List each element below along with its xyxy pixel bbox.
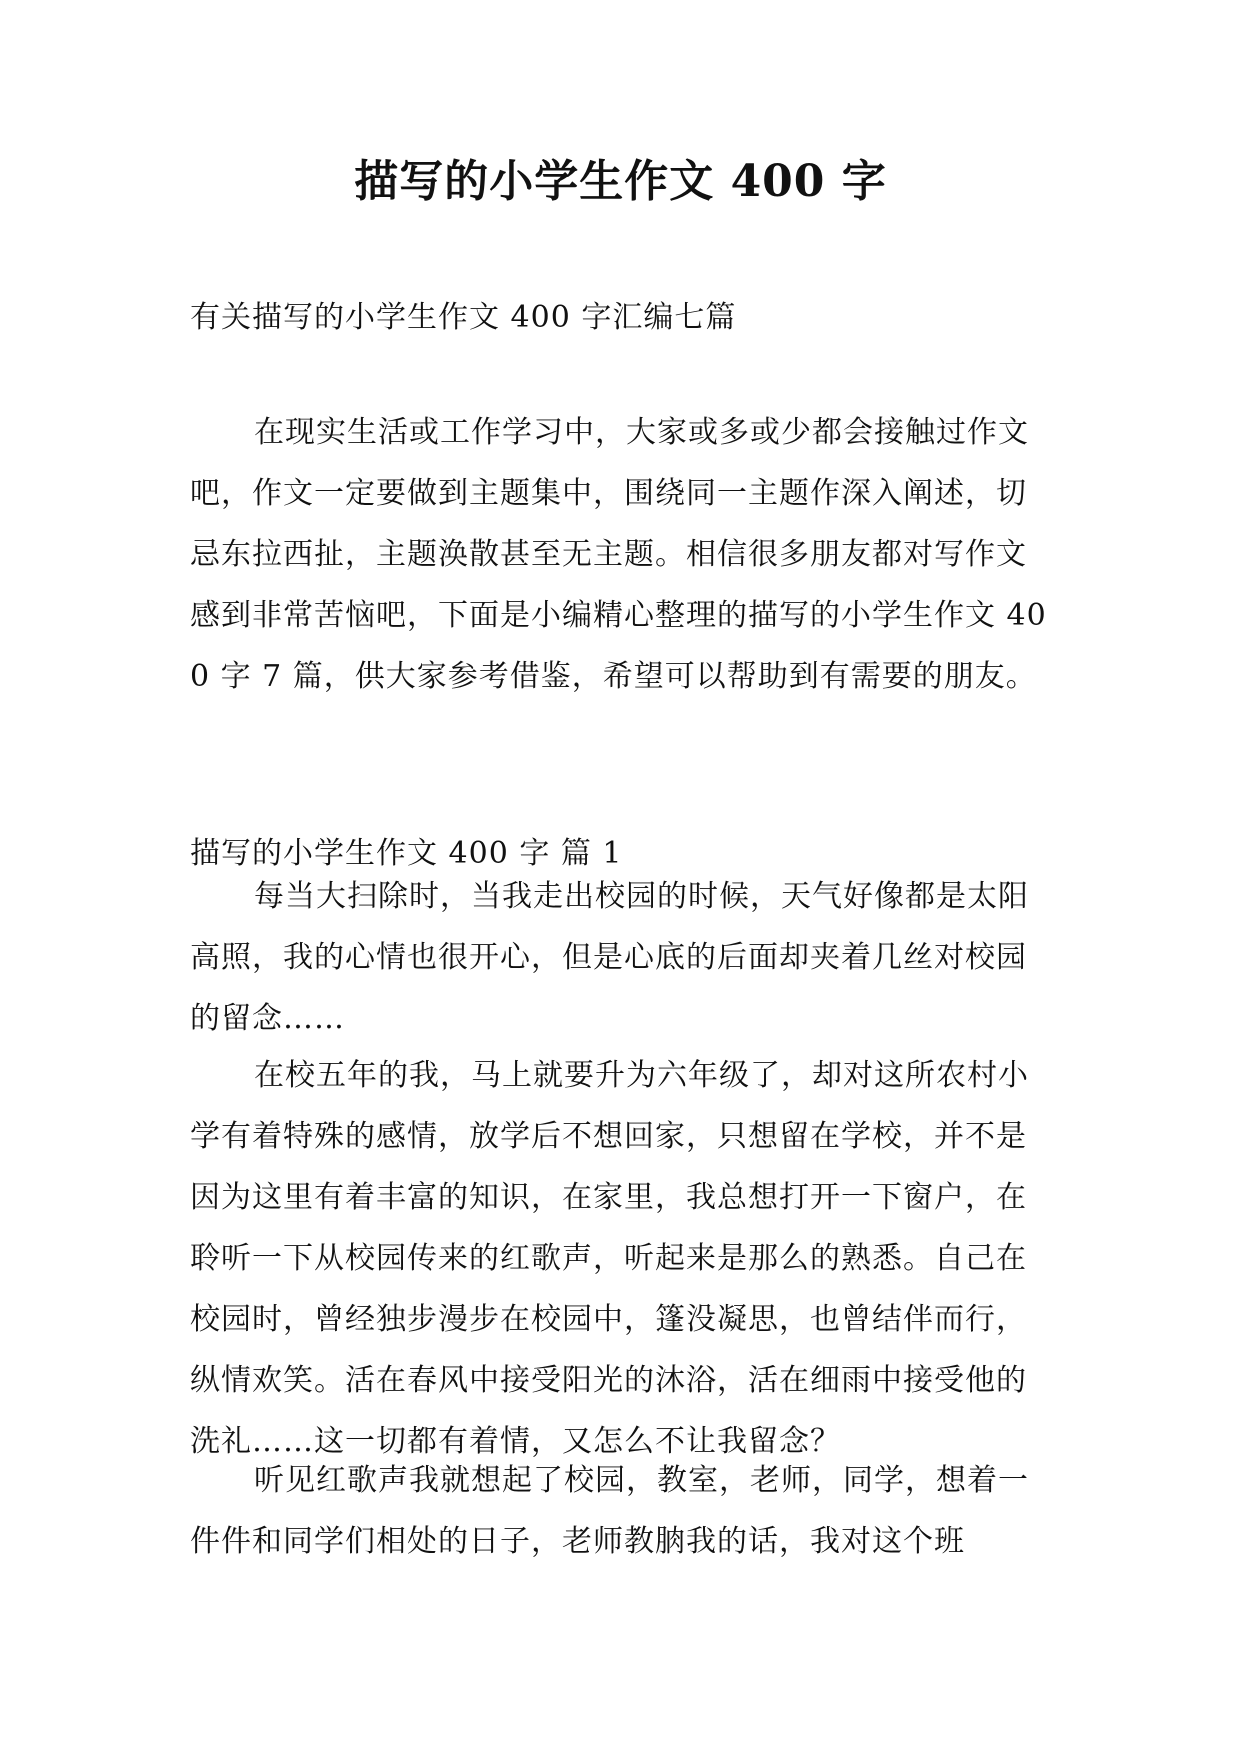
body-paragraph-2: 在校五年的我，马上就要升为六年级了，却对这所农村小学有着特殊的感情，放学后不想回家，只想留在学校，并不是因为这里有着丰富的知识，在家里，我总想打开一下窗户，在聆听一下从校园传来的红歌声，听起来是那么的熟悉。自己在校园时，曾经独步漫步在校园中，篷没凝思，也曾结伴而行，纵情欢笑。活在春风中接受阳光的沐浴，活在细雨中接受他的洗礼……这一切都有着情，又怎么不让我留念？: [190, 1058, 1029, 1459]
intro-paragraph: 在现实生活或工作学习中，大家或多或少都会接触过作文吧，作文一定要做到主题集中，围绕同一主题作深入阐述，切忌东拉西扯，主题涣散甚至无主题。相信很多朋友都对写作文感到非常苦恼吧，下面是小编精心整理的描写的小学生作文 400 字 7 篇，供大家参考借鉴，希望可以帮助到有需要的朋友。: [190, 415, 1047, 694]
section-heading: 描写的小学生作文 400 字 篇 1: [190, 836, 623, 871]
body-paragraph-1: 每当大扫除时，当我走出校园的时候，天气好像都是太阳高照，我的心情也很开心，但是心底的后面却夹着几丝对校园的留念……: [190, 879, 1029, 1036]
document-subtitle: 有关描写的小学生作文 400 字汇编七篇: [190, 300, 737, 335]
body-paragraph-3: 听见红歌声我就想起了校园，教室，老师，同学，想着一件件和同学们相处的日子，老师教朒我的话，我对这个班: [190, 1463, 1029, 1559]
document-title: 描写的小学生作文 400 字: [354, 156, 887, 207]
